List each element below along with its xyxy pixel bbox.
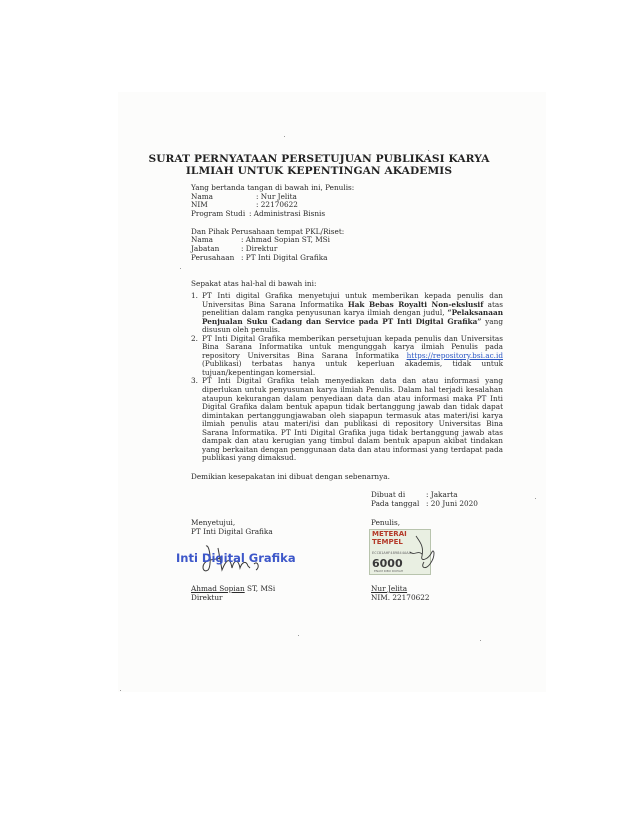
author-program-value: : Administrasi Bisnis — [249, 209, 326, 218]
director-name: Ahmad Sopian — [191, 584, 245, 593]
author-name-label: Nama — [191, 192, 214, 201]
research-title: “Pelaksanaan Penjualan Suku Cadang dan Service pada PT Inti Digital Grafika” — [202, 308, 503, 326]
author-intro: Yang bertanda tangan di bawah ini, Penulis: — [191, 183, 355, 192]
director-title-suffix: ST, MSi — [244, 584, 276, 593]
scan-speck — [535, 498, 536, 499]
author-signature-heading: Penulis, — [371, 518, 401, 527]
agreement-item-1 — [191, 292, 503, 335]
item-text: atas penelitian dalam rangka penyusunan karya ilmiah dengan judul, — [202, 299, 504, 318]
approval-org: PT Inti Digital Grafika — [191, 527, 273, 536]
item-text: PT Inti Digital Grafika memberikan persetujuan kepada penulis dan Universitas Bina Sarana Informatika untuk mengunggah karya ilmiah Penulis pada repository Universitas Bina Sarana Informatika — [202, 333, 503, 360]
date-label: Pada tanggal — [371, 499, 420, 508]
author-program-label: Program Studi — [191, 209, 246, 218]
item-number: 1. — [191, 291, 198, 300]
repository-link[interactable]: https://repository.bsi.ac.id — [406, 350, 503, 360]
company-stamp: Inti Digital Grafika — [176, 551, 296, 565]
meterai-code: ECC81AHF489844AAA — [372, 550, 411, 555]
author-signature — [380, 532, 450, 576]
place-label: Dibuat di — [371, 490, 406, 499]
document-title-line-1: SURAT PERNYATAAN PERSETUJUAN PUBLIKASI KARYA — [148, 153, 490, 165]
scan-speck — [120, 690, 121, 691]
agreement-list — [191, 292, 503, 463]
company-position-value: : Direktur — [241, 244, 278, 253]
meterai-sub: ENAM RIBU RUPIAH — [374, 569, 404, 573]
scan-speck — [428, 150, 429, 151]
scan-speck — [480, 640, 481, 641]
date-value: : 20 Juni 2020 — [426, 499, 478, 508]
place-value: : Jakarta — [426, 490, 458, 499]
item-text: PT Inti digital Grafika menyetujui untuk memberikan kepada penulis dan Universitas Bina Sarana Informatika — [202, 291, 503, 309]
agreement-item-3 — [191, 377, 503, 462]
scan-speck — [298, 635, 299, 636]
company-org-value: : PT Inti Digital Grafika — [241, 253, 328, 262]
item-number: 3. — [191, 376, 198, 386]
item-text: yang disusun oleh penulis. — [202, 316, 503, 335]
company-name-label: Nama — [191, 235, 214, 244]
agreement-intro: Sepakat atas hal-hal di bawah ini: — [191, 279, 317, 288]
approval-heading: Menyetujui, — [191, 518, 236, 527]
item-text: PT Inti Digital Grafika telah menyediakan data dan atau informasi yang diperlukan untuk penyusunan karya ilmiah Penulis. Dalam hal terjadi kesalahan ataupun kekurangan dalam penyediaan data dan atau informasi maka PT Inti Digital Grafika dalam bentuk apapun tidak bertanggung jawab dan tidak dapat dimintakan pertanggungjawaban oleh siapapun termasuk atas materi/isi karya ilmiah penulis atau materi/isi dan publikasi di repository Universitas Bina Sarana Informatika. PT Inti Digital Grafika juga tidak bertanggung jawab atas dampak dan atau kerugian yang timbul dalam bentuk apapun akibat tindakan yang berkaitan dengan penggunaan data dan atau informasi yang terdapat pada publikasi yang dimaksud. — [202, 376, 503, 463]
agreement-item-2 — [191, 335, 503, 378]
scan-speck — [284, 136, 285, 137]
author-nim-value: : 22170622 — [256, 200, 298, 209]
meterai-value: 6000 — [372, 557, 403, 570]
item-bold-text: Hak Bebas Royalti Non-ekslusif — [347, 299, 484, 309]
closing-statement: Demikian kesepakatan ini dibuat dengan sebenarnya. — [191, 472, 390, 481]
director-role: Direktur — [191, 593, 223, 602]
author-nim-label: NIM — [191, 200, 208, 209]
meterai-title: METERAI TEMPEL — [372, 530, 407, 546]
author-signature-nim: NIM. 22170622 — [371, 593, 430, 602]
company-name-value: : Ahmad Sopian ST, MSi — [241, 235, 331, 244]
item-text: (Publikasi) terbatas hanya untuk keperluan akademis, tidak untuk tujuan/kepentingan komersial. — [202, 359, 503, 377]
author-name-value: : Nur Jelita — [256, 192, 297, 201]
item-number: 2. — [191, 333, 198, 343]
company-position-label: Jabatan — [191, 244, 220, 253]
company-intro: Dan Pihak Perusahaan tempat PKL/Riset: — [191, 227, 345, 236]
scan-speck — [180, 268, 181, 269]
author-signature-name: Nur Jelita — [371, 584, 408, 593]
company-org-label: Perusahaan — [191, 253, 235, 262]
document-title-line-2: ILMIAH UNTUK KEPENTINGAN AKADEMIS — [185, 165, 453, 177]
